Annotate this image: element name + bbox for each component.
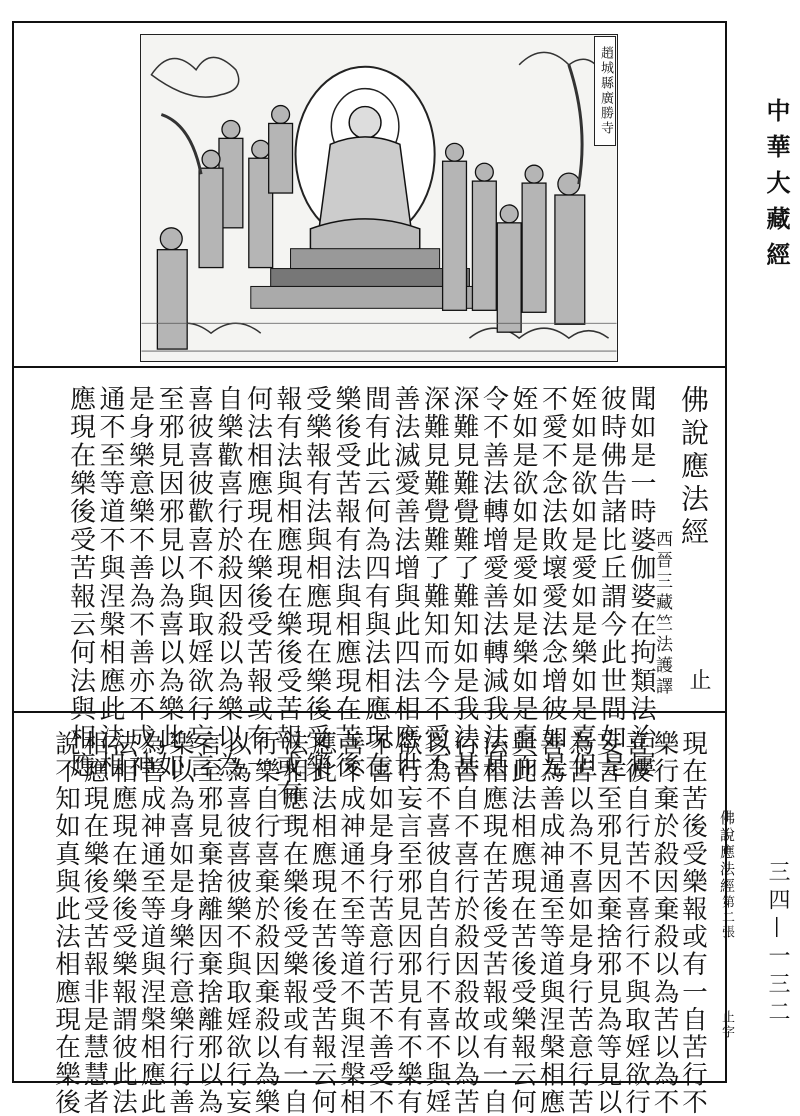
- text-column: 報有法與相應現在樂後受苦報或有一: [272, 385, 302, 837]
- text-column: 善法滅愛善法增與此四法相應世: [390, 385, 420, 780]
- text-column: 令不善法轉增愛善法轉減我法甚: [478, 385, 509, 780]
- text-column: 以為不喜彼自苦自行不喜不與婬: [421, 730, 452, 1116]
- text-column: 喜彼自行苦不喜行不與取婬欲行: [621, 730, 651, 1116]
- sutra-title: 佛說應法經: [677, 385, 710, 550]
- divider-upper: [12, 366, 727, 368]
- text-column: 姪如是欲如是愛如是樂如是喜而: [508, 385, 538, 780]
- text-column: 深難見難覺難了難知如是我法甚: [449, 385, 479, 780]
- lower-end-mark: 止字: [719, 1010, 734, 1040]
- text-column: 應此法相應現在苦後受苦報云何: [307, 730, 338, 1116]
- text-column: 喜彼喜彼歡喜不與取婬欲行妄言: [183, 385, 214, 780]
- text-column: 何法相應現在樂後受苦報或有一: [242, 385, 273, 780]
- text-column: 樂行棄於殺因棄殺以為苦以為不: [649, 730, 680, 1116]
- text-column: 聞如是一時婆伽婆在拘類法治屢: [626, 385, 656, 780]
- text-column: 不喜如是身行苦意行苦不善受不: [364, 730, 395, 1116]
- text-column: 說不知如真與此法相應現在樂後: [51, 730, 81, 1116]
- text-column: 深難見難覺難了難知而今不愛不: [419, 385, 450, 780]
- buddha-assembly-image: [141, 35, 617, 361]
- text-column: 法相應現在苦後受苦報或有一自: [478, 730, 509, 1116]
- collection-title: 中華大藏經: [762, 98, 791, 278]
- text-column: 間有此云何為四有與法相應現在: [360, 385, 391, 780]
- lower-header-title: 佛說應法經: [718, 810, 736, 895]
- text-column: 相應現在樂後受苦報非是慧慧者: [79, 730, 110, 1116]
- temple-label-plate: 趙城縣廣勝寺: [594, 36, 616, 146]
- translator-credit: 西晉三藏竺法護譯: [652, 530, 672, 698]
- text-column: 通不至等道不與涅槃相應此法相: [95, 385, 125, 780]
- text-column: 法相應現在樂後受樂報或有一自: [279, 730, 309, 1116]
- text-column: 自樂歡喜行於殺因殺以為樂以為: [213, 385, 243, 780]
- text-column: 不愛不念法敗壞愛法念增彼如是: [537, 385, 568, 780]
- text-column: 善不成神通不至等道不與涅槃相: [336, 730, 366, 1116]
- text-column: 至邪見因邪見以為喜以為樂此如: [154, 385, 184, 780]
- text-column: 樂後受苦報有法與相應現在苦後: [331, 385, 361, 780]
- upper-end-mark: 止: [686, 668, 711, 693]
- text-column: 以為喜彼喜彼樂不與取婬欲行妄: [222, 730, 252, 1116]
- text-column: 現在苦後受樂報或有一自苦行不: [678, 730, 708, 1116]
- text-column: 是身樂意樂不善為不善亦不成神: [124, 385, 155, 780]
- text-column: 樂以為喜如是身樂行意樂行行善: [165, 730, 195, 1116]
- text-column: 欲行妄言至邪見因邪見有不樂有: [393, 730, 423, 1116]
- text-column: 彼時佛告諸比丘謂今此世間如是: [596, 385, 627, 780]
- text-column: 法相應現在樂後受樂報謂彼此法: [108, 730, 138, 1116]
- text-column: 應現在樂後受苦報云何法與相應: [65, 385, 96, 780]
- page-number: 三四—一三二: [765, 860, 790, 1028]
- text-column: 行苦自不喜行於殺因殺故以為苦: [450, 730, 480, 1116]
- text-column: 與此法相應現在苦後受樂報云何: [507, 730, 537, 1116]
- text-column: 善為善成神通至等道與涅槃相應: [535, 730, 566, 1116]
- sheet-number: 第二張: [719, 895, 734, 940]
- text-column: 行樂自行喜棄於殺因棄殺以為樂: [250, 730, 281, 1116]
- text-column: 姪如是欲如是愛如是樂如是喜但: [567, 385, 597, 780]
- text-column: 為善成神通至等道與涅槃相應此: [136, 730, 167, 1116]
- woodblock-illustration: [140, 34, 618, 362]
- text-column: 為苦以為不喜如是身行苦意行苦: [564, 730, 594, 1116]
- text-column: 妄言至邪見因棄捨邪見為等見以: [592, 730, 623, 1116]
- text-column: 受樂報有法與相應現在樂後受樂: [301, 385, 332, 780]
- text-column: 言至邪見棄捨離因棄捨離邪以為: [193, 730, 224, 1116]
